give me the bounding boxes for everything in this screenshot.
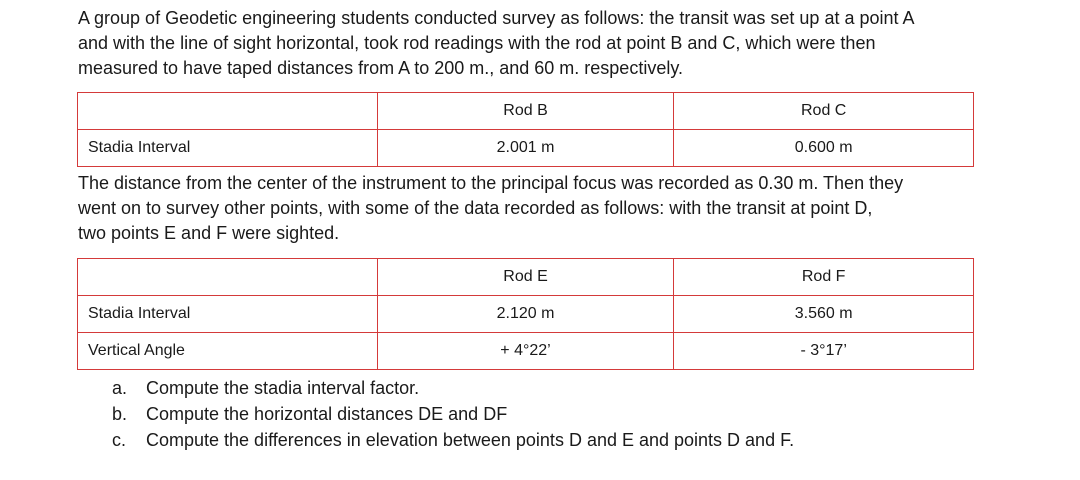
list-marker: a. — [112, 378, 128, 398]
table-header-cell — [78, 93, 378, 130]
table-row — [78, 130, 974, 167]
value-cell: - 3°17’ — [674, 333, 974, 370]
list-marker: b. — [112, 404, 128, 424]
list-item — [78, 401, 794, 427]
table-row — [78, 296, 974, 333]
list-marker: c. — [112, 430, 127, 450]
task-text: Compute the differences in elevation between points D and E and points D and F. — [146, 430, 795, 450]
intro-line: and with the line of sight horizontal, took rod readings with the rod at point B and C, which were then — [78, 33, 876, 53]
task-list — [78, 375, 794, 453]
row-label-cell: Stadia Interval — [78, 130, 378, 167]
middle-line: went on to survey other points, with some of the data recorded as follows: with the transit at point D, — [78, 198, 873, 218]
table-header-cell: Rod B — [377, 93, 674, 130]
task-text: Compute the horizontal distances DE and DF — [146, 404, 508, 424]
list-item — [78, 427, 794, 453]
intro-line: measured to have taped distances from A to 200 m., and 60 m. respectively. — [78, 58, 683, 78]
value-cell: 0.600 m — [674, 130, 974, 167]
middle-line: The distance from the center of the instrument to the principal focus was recorded as 0.30 m. Then they — [78, 173, 904, 193]
table-header-row — [78, 93, 974, 130]
value-cell: 3.560 m — [674, 296, 974, 333]
middle-line: two points E and F were sighted. — [78, 223, 340, 243]
intro-line: A group of Geodetic engineering students conducted survey as follows: the transit was set up at a point A — [78, 8, 915, 28]
table-header-cell — [78, 259, 378, 296]
stadia-table-rods-e-f — [77, 258, 974, 370]
value-cell: 2.001 m — [377, 130, 674, 167]
row-label-cell: Stadia Interval — [78, 296, 378, 333]
stadia-table-rods-b-c — [77, 92, 974, 167]
table-header-cell: Rod F — [674, 259, 974, 296]
table-header-cell: Rod C — [674, 93, 974, 130]
task-text: Compute the stadia interval factor. — [146, 378, 420, 398]
intro-paragraph — [78, 6, 978, 81]
table-header-cell: Rod E — [377, 259, 674, 296]
value-cell: + 4°22’ — [377, 333, 674, 370]
table-row — [78, 333, 974, 370]
table-header-row — [78, 259, 974, 296]
value-cell: 2.120 m — [377, 296, 674, 333]
list-item — [78, 375, 794, 401]
row-label-cell: Vertical Angle — [78, 333, 378, 370]
middle-paragraph — [78, 171, 978, 246]
